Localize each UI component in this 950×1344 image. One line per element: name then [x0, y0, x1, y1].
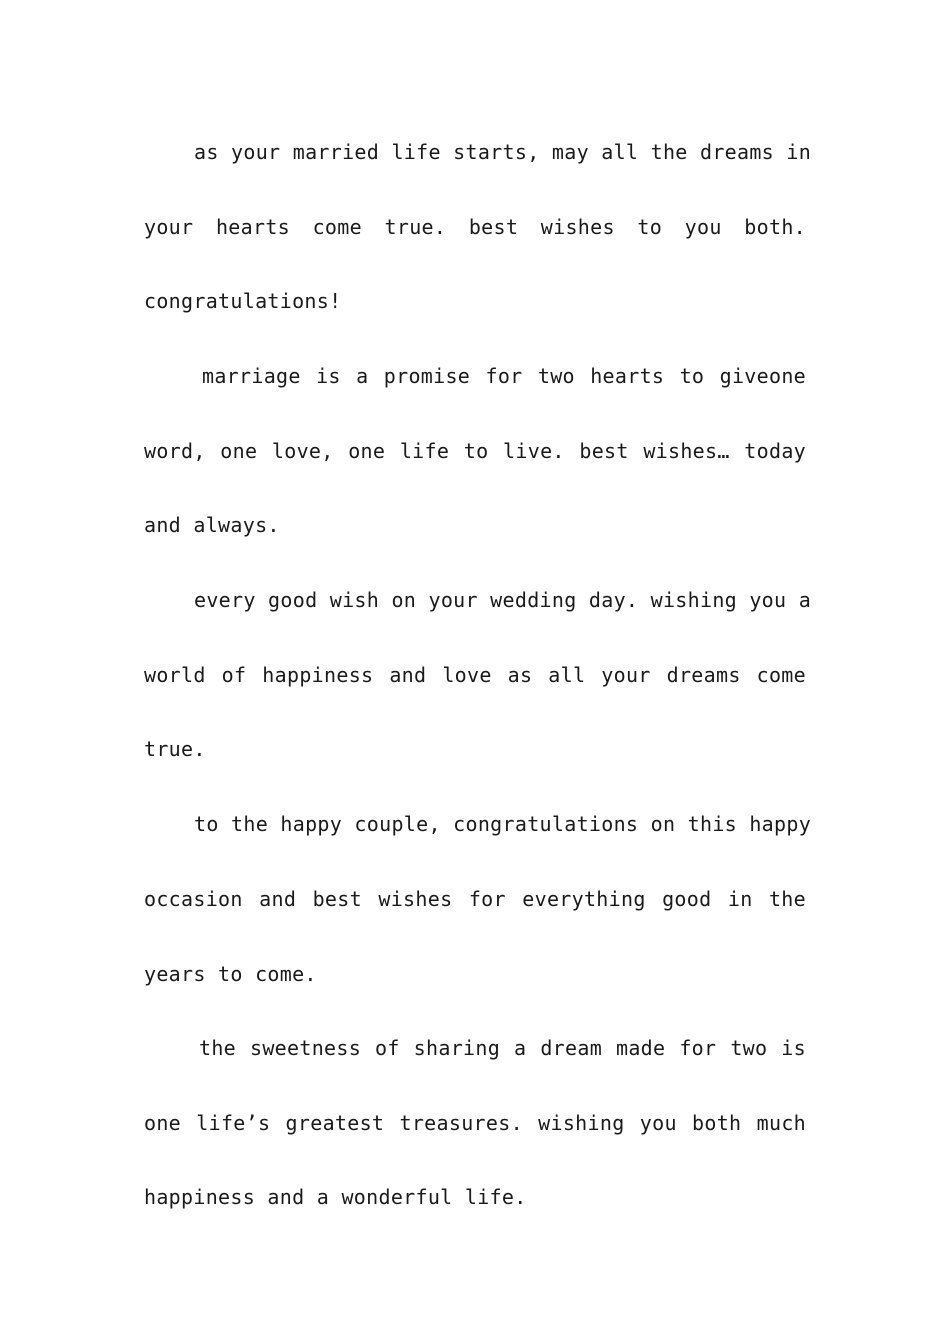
paragraph-5-line-1: the sweetness of sharing a dream made for two is — [199, 1036, 806, 1060]
paragraph-1-line-3: congratulations! — [144, 289, 342, 313]
paragraph-2-line-2: word, one love, one life to live. best wishes… today — [144, 439, 806, 463]
paragraph-4-line-1: to the happy couple, congratulations on this happy — [194, 812, 812, 836]
paragraph-3-line-3: true. — [144, 737, 206, 761]
paragraph-4-line-3: years to come. — [144, 962, 317, 986]
paragraph-5-line-3: happiness and a wonderful life. — [144, 1185, 527, 1209]
paragraph-5-line-2: one life’s greatest treasures. wishing you both much — [144, 1111, 806, 1135]
paragraph-4-line-2: occasion and best wishes for everything good in the — [144, 887, 806, 911]
paragraph-1-line-2: your hearts come true. best wishes to you both. — [144, 215, 806, 239]
paragraph-3-line-2: world of happiness and love as all your dreams come — [144, 663, 806, 687]
paragraph-3-line-1: every good wish on your wedding day. wishing you a — [194, 588, 812, 612]
paragraph-1-line-1: as your married life starts, may all the dreams in — [194, 140, 812, 164]
paragraph-2-line-1: marriage is a promise for two hearts to giveone — [202, 364, 806, 388]
paragraph-2-line-3: and always. — [144, 513, 280, 537]
